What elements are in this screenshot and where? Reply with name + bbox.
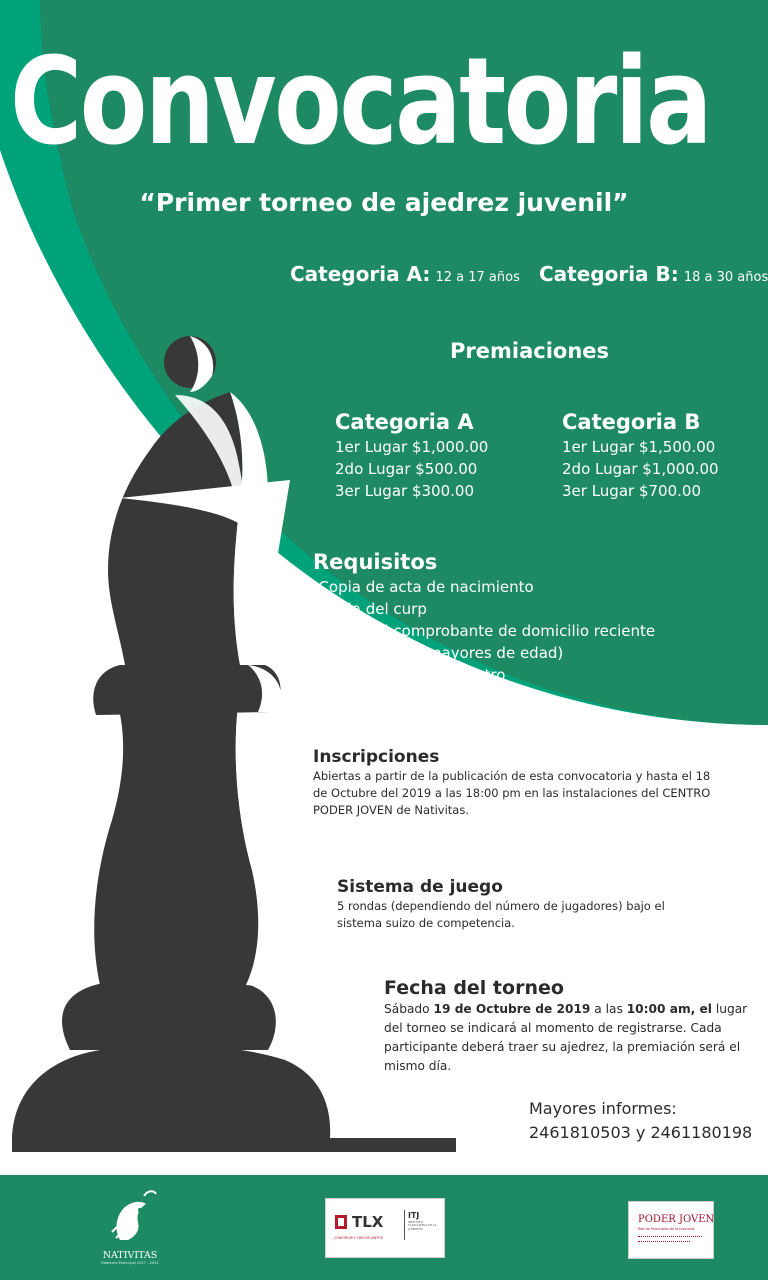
category-a-label: Categoria A: <box>290 262 431 286</box>
registration-heading: Inscripciones <box>313 747 440 767</box>
contact-info <box>529 1097 752 1145</box>
tournament-date-section <box>384 976 762 1076</box>
date-text-bold: 19 de Octubre de 2019 <box>433 1002 591 1016</box>
requirement-item: -Copia del curp <box>313 600 427 618</box>
contact-label: Mayores informes: <box>529 1099 677 1118</box>
requirement-item: -Llenar cédula de registro <box>313 666 506 684</box>
tlx-mark <box>334 1211 398 1233</box>
tlx-logo-icon <box>334 1214 348 1230</box>
requirement-item: -Copia del comprobante de domicilio reciente <box>313 622 656 640</box>
contact-phones: 2461810503 y 2461180198 <box>529 1123 753 1142</box>
nativitas-logo-name: NATIVITAS <box>102 1250 158 1261</box>
date-text-part: lugar del torneo se indicará al momento de registrarse. Cada participante deberá traer su ajedrez, la premiación será el mismo día. <box>384 1002 748 1073</box>
itj-text: ITJ <box>408 1211 420 1220</box>
category-a-range: 12 a 17 años <box>435 270 520 285</box>
prize-column-a <box>335 408 488 502</box>
requirement-item: -copia del INE (mayores de edad) <box>313 644 564 662</box>
prize-line: 2do Lugar $1,000.00 <box>562 460 719 478</box>
prize-line: 1er Lugar $1,500.00 <box>562 438 716 456</box>
poder-joven-dots <box>638 1236 702 1240</box>
poder-joven-logo <box>628 1201 714 1259</box>
category-b-range: 18 a 30 años <box>683 270 768 285</box>
prize-line: 3er Lugar $300.00 <box>335 482 474 500</box>
nativitas-logo <box>88 1186 172 1276</box>
registration-section <box>313 746 713 819</box>
prize-line: 3er Lugar $700.00 <box>562 482 701 500</box>
prize-column-title: Categoria A <box>335 410 474 434</box>
logo-separator <box>404 1210 405 1240</box>
date-text-part: Sábado <box>384 1002 434 1016</box>
prize-line: 1er Lugar $1,000.00 <box>335 438 489 456</box>
tournament-date-heading: Fecha del torneo <box>384 977 564 999</box>
time-text-bold: 10:00 am, el <box>626 1002 712 1016</box>
game-system-heading: Sistema de juego <box>337 877 503 897</box>
prize-column-b <box>562 408 719 502</box>
date-text-part: a las <box>590 1002 627 1016</box>
poder-joven-sub: Red de Municipios de la Juventud <box>638 1227 695 1231</box>
game-system-text: 5 rondas (dependiendo del número de jugadores) bajo el sistema suizo de competencia. <box>337 899 665 930</box>
poder-joven-dots <box>638 1241 690 1245</box>
requirements-section <box>313 548 655 686</box>
requirement-item: -Copia de acta de nacimiento <box>313 578 534 596</box>
tlx-sub: CONSTRUIR Y CRECER JUNTOS <box>334 1236 383 1240</box>
poster-subtitle: “Primer torneo de ajedrez juvenil” <box>139 188 629 217</box>
nativitas-logo-sub: Gobierno Municipal 2017 - 2021 <box>101 1261 159 1265</box>
category-b-label: Categoria B: <box>538 262 679 286</box>
prizes-heading: Premiaciones <box>450 339 610 363</box>
categories-line <box>290 262 768 286</box>
requirements-heading: Requisitos <box>313 550 438 574</box>
poster-title: Convocatoria <box>10 33 711 172</box>
tlx-text: TLX <box>352 1213 384 1231</box>
nativitas-logo-icon <box>100 1186 160 1244</box>
tlx-itj-logo <box>325 1198 445 1258</box>
registration-text: Abiertas a partir de la publicación de esta convocatoria y hasta el 18 de Octubre del 2019 a las 18:00 pm en las instalaciones del CENTRO PODER JOVEN de Nativitas. <box>313 769 711 817</box>
tournament-date-text <box>384 1000 762 1076</box>
game-system-section <box>337 876 697 932</box>
prize-column-title: Categoria B <box>562 410 701 434</box>
itj-sub: INSTITUTO TLAXCALTECA DE LA JUVENTUD <box>408 1220 437 1231</box>
prize-line: 2do Lugar $500.00 <box>335 460 478 478</box>
poder-joven-logo-icon: PODER JOVEN <box>638 1214 715 1225</box>
